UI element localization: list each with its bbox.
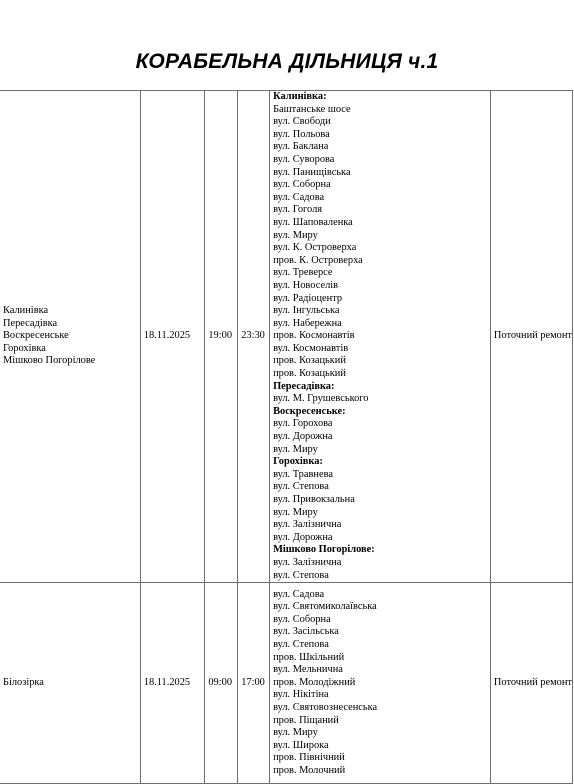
street-name: вул. Нікітіна: [273, 689, 329, 701]
street-name: вул. Миру: [273, 727, 318, 739]
table-row: [0, 91, 573, 583]
street-name: вул. Залізнична: [273, 519, 342, 531]
street-name: вул. Степова: [273, 639, 329, 651]
street-name: вул. М. Грушевського: [273, 393, 369, 405]
street-name: вул. К. Островерха: [273, 242, 357, 254]
start-time-cell: 19:00: [205, 91, 238, 583]
street-name: вул. Панищівська: [273, 166, 351, 178]
table-row: [0, 583, 573, 784]
settlement-name: Пересадівка: [3, 317, 58, 329]
street-name: пров. Північний: [273, 752, 345, 764]
settlement-name: Мішково Погорілове: [3, 355, 96, 367]
street-name: пров. К. Островерха: [273, 254, 363, 266]
date-cell: 18.11.2025: [140, 91, 205, 583]
street-name: вул. Степова: [273, 481, 329, 493]
street-name: вул. Свободи: [273, 116, 331, 128]
street-name: пров. Молодіжний: [273, 676, 356, 688]
streets-cell: [270, 583, 491, 784]
street-name: Баштанське шосе: [273, 103, 351, 115]
settlement-heading: Горохівка:: [273, 456, 323, 468]
street-name: пров. Молочний: [273, 765, 346, 777]
streets-cell: [270, 91, 491, 583]
street-name: вул. Мельнична: [273, 664, 343, 676]
settlement-name: Горохівка: [3, 342, 46, 354]
street-name: вул. Інгульська: [273, 305, 340, 317]
street-name: вул. Святомиколаївська: [273, 601, 377, 613]
settlements-cell: [0, 583, 140, 784]
street-name: вул. Польова: [273, 128, 330, 140]
street-name: вул. Залізнична: [273, 556, 342, 568]
street-name: вул. Миру: [273, 506, 318, 518]
street-name: вул. Миру: [273, 443, 318, 455]
settlement-name: Білозірка: [3, 676, 44, 688]
end-time-cell: 17:00: [238, 583, 270, 784]
street-name: вул. Космонавтів: [273, 342, 349, 354]
street-name: вул. Садова: [273, 191, 325, 203]
settlement-heading: Пересадівка:: [273, 380, 335, 392]
street-name: пров. Космонавтів: [273, 330, 355, 342]
street-name: вул. Новоселів: [273, 279, 339, 291]
street-name: вул. Горохова: [273, 418, 333, 430]
street-name: пров. Козацький: [273, 355, 346, 367]
street-name: вул. Святовознесенська: [273, 702, 378, 714]
outage-schedule-table: [0, 90, 573, 784]
street-name: вул. Гоголя: [273, 204, 323, 216]
street-name: вул. Соборна: [273, 179, 331, 191]
start-time-cell: 09:00: [205, 583, 238, 784]
street-name: вул. Дорожна: [273, 531, 333, 543]
street-name: вул. Радіоцентр: [273, 292, 343, 304]
settlement-heading: Мішково Погорілове:: [273, 544, 375, 556]
settlement-heading: Калинівка:: [273, 91, 327, 102]
street-name: вул. Широка: [273, 739, 329, 751]
settlements-cell: [0, 91, 140, 583]
settlement-name: Калинівка: [3, 305, 49, 317]
street-name: вул. Садова: [273, 588, 325, 600]
street-name: вул. Привокзальна: [273, 494, 355, 505]
street-name: вул. Миру: [273, 229, 318, 241]
end-time-cell: 23:30: [238, 91, 270, 583]
street-name: вул. Баклана: [273, 141, 329, 153]
street-name: пров. Козацький: [273, 368, 346, 380]
street-name: вул. Соборна: [273, 613, 331, 625]
street-name: вул. Набережна: [273, 317, 342, 329]
street-name: вул. Засільська: [273, 626, 339, 638]
page-title: КОРАБЕЛЬНА ДІЛЬНИЦЯ ч.1: [135, 50, 439, 73]
street-name: вул. Суворова: [273, 153, 335, 165]
street-name: вул. Шаповаленка: [273, 216, 353, 228]
street-name: пров. Шкільний: [273, 651, 345, 663]
street-name: вул. Дорожна: [273, 431, 333, 443]
street-name: вул. Травнева: [273, 468, 333, 480]
settlement-heading: Воскресенське:: [273, 405, 346, 417]
work-type-cell: Поточний ремонт: [490, 583, 572, 784]
date-cell: 18.11.2025: [140, 583, 205, 784]
settlement-name: Воскресенське: [3, 330, 69, 342]
street-name: пров. Піщаний: [273, 714, 339, 726]
work-type-cell: Поточний ремонт: [490, 91, 572, 583]
street-name: вул. Степова: [273, 569, 329, 581]
street-name: вул. Треверсе: [273, 267, 333, 279]
